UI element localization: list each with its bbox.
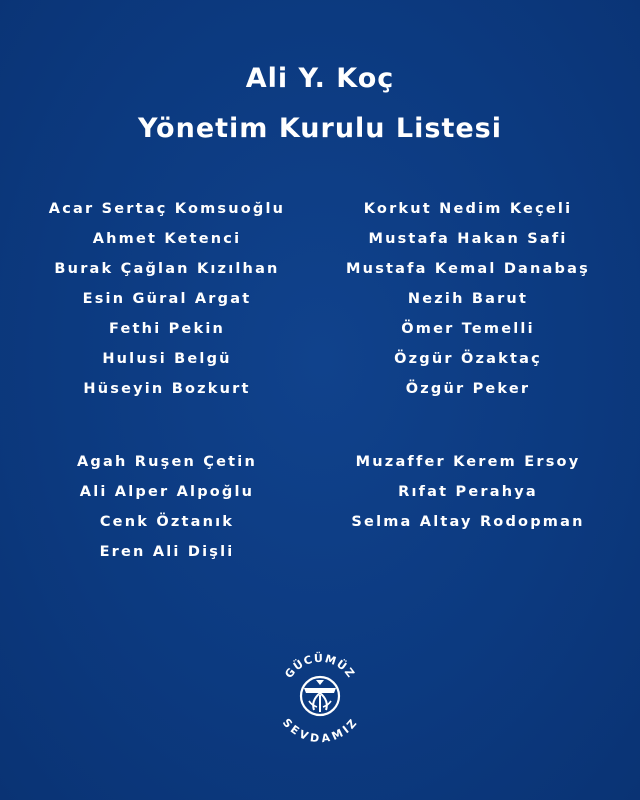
member-list-group2-right — [318, 451, 618, 541]
member-name: Mustafa Kemal Danabaş — [346, 261, 590, 277]
member-name: Acar Sertaç Komsuoğlu — [48, 201, 286, 217]
member-name: Korkut Nedim Keçeli — [363, 201, 573, 217]
logo-top-text: GÜCÜMÜZ — [282, 651, 358, 681]
member-name: Burak Çağlan Kızılhan — [54, 261, 280, 277]
member-name: Mustafa Hakan Safi — [368, 231, 568, 247]
campaign-logo — [273, 649, 367, 743]
member-name: Ahmet Ketenci — [92, 231, 242, 247]
member-name: Agah Ruşen Çetin — [77, 454, 257, 470]
member-name: Özgür Peker — [405, 381, 531, 397]
svg-text:SEVDAMIZ — [280, 716, 360, 743]
page-subtitle: Yönetim Kurulu Listesi — [137, 113, 502, 144]
member-name: Ömer Temelli — [401, 321, 535, 337]
member-list-group2-left — [17, 451, 317, 571]
fenerbahce-emblem-icon — [301, 677, 339, 715]
member-name: Esin Güral Argat — [82, 291, 252, 307]
member-name: Rıfat Perahya — [398, 484, 538, 500]
member-name: Hüseyin Bozkurt — [83, 381, 251, 397]
logo-bottom-text: SEVDAMIZ — [279, 716, 361, 743]
member-name: Nezih Barut — [407, 291, 529, 307]
member-list-group1-left — [17, 198, 317, 408]
member-name: Özgür Özaktaç — [394, 351, 542, 367]
member-name: Cenk Öztanık — [99, 514, 235, 530]
member-name: Eren Ali Dişli — [99, 544, 235, 560]
member-list-group1-right — [318, 198, 618, 408]
member-name: Selma Altay Rodopman — [351, 514, 585, 530]
member-name: Hulusi Belgü — [102, 351, 232, 367]
page-title: Ali Y. Koç — [245, 63, 395, 94]
member-name: Muzaffer Kerem Ersoy — [355, 454, 581, 470]
member-name: Ali Alper Alpoğlu — [79, 484, 255, 500]
member-name: Fethi Pekin — [108, 321, 226, 337]
